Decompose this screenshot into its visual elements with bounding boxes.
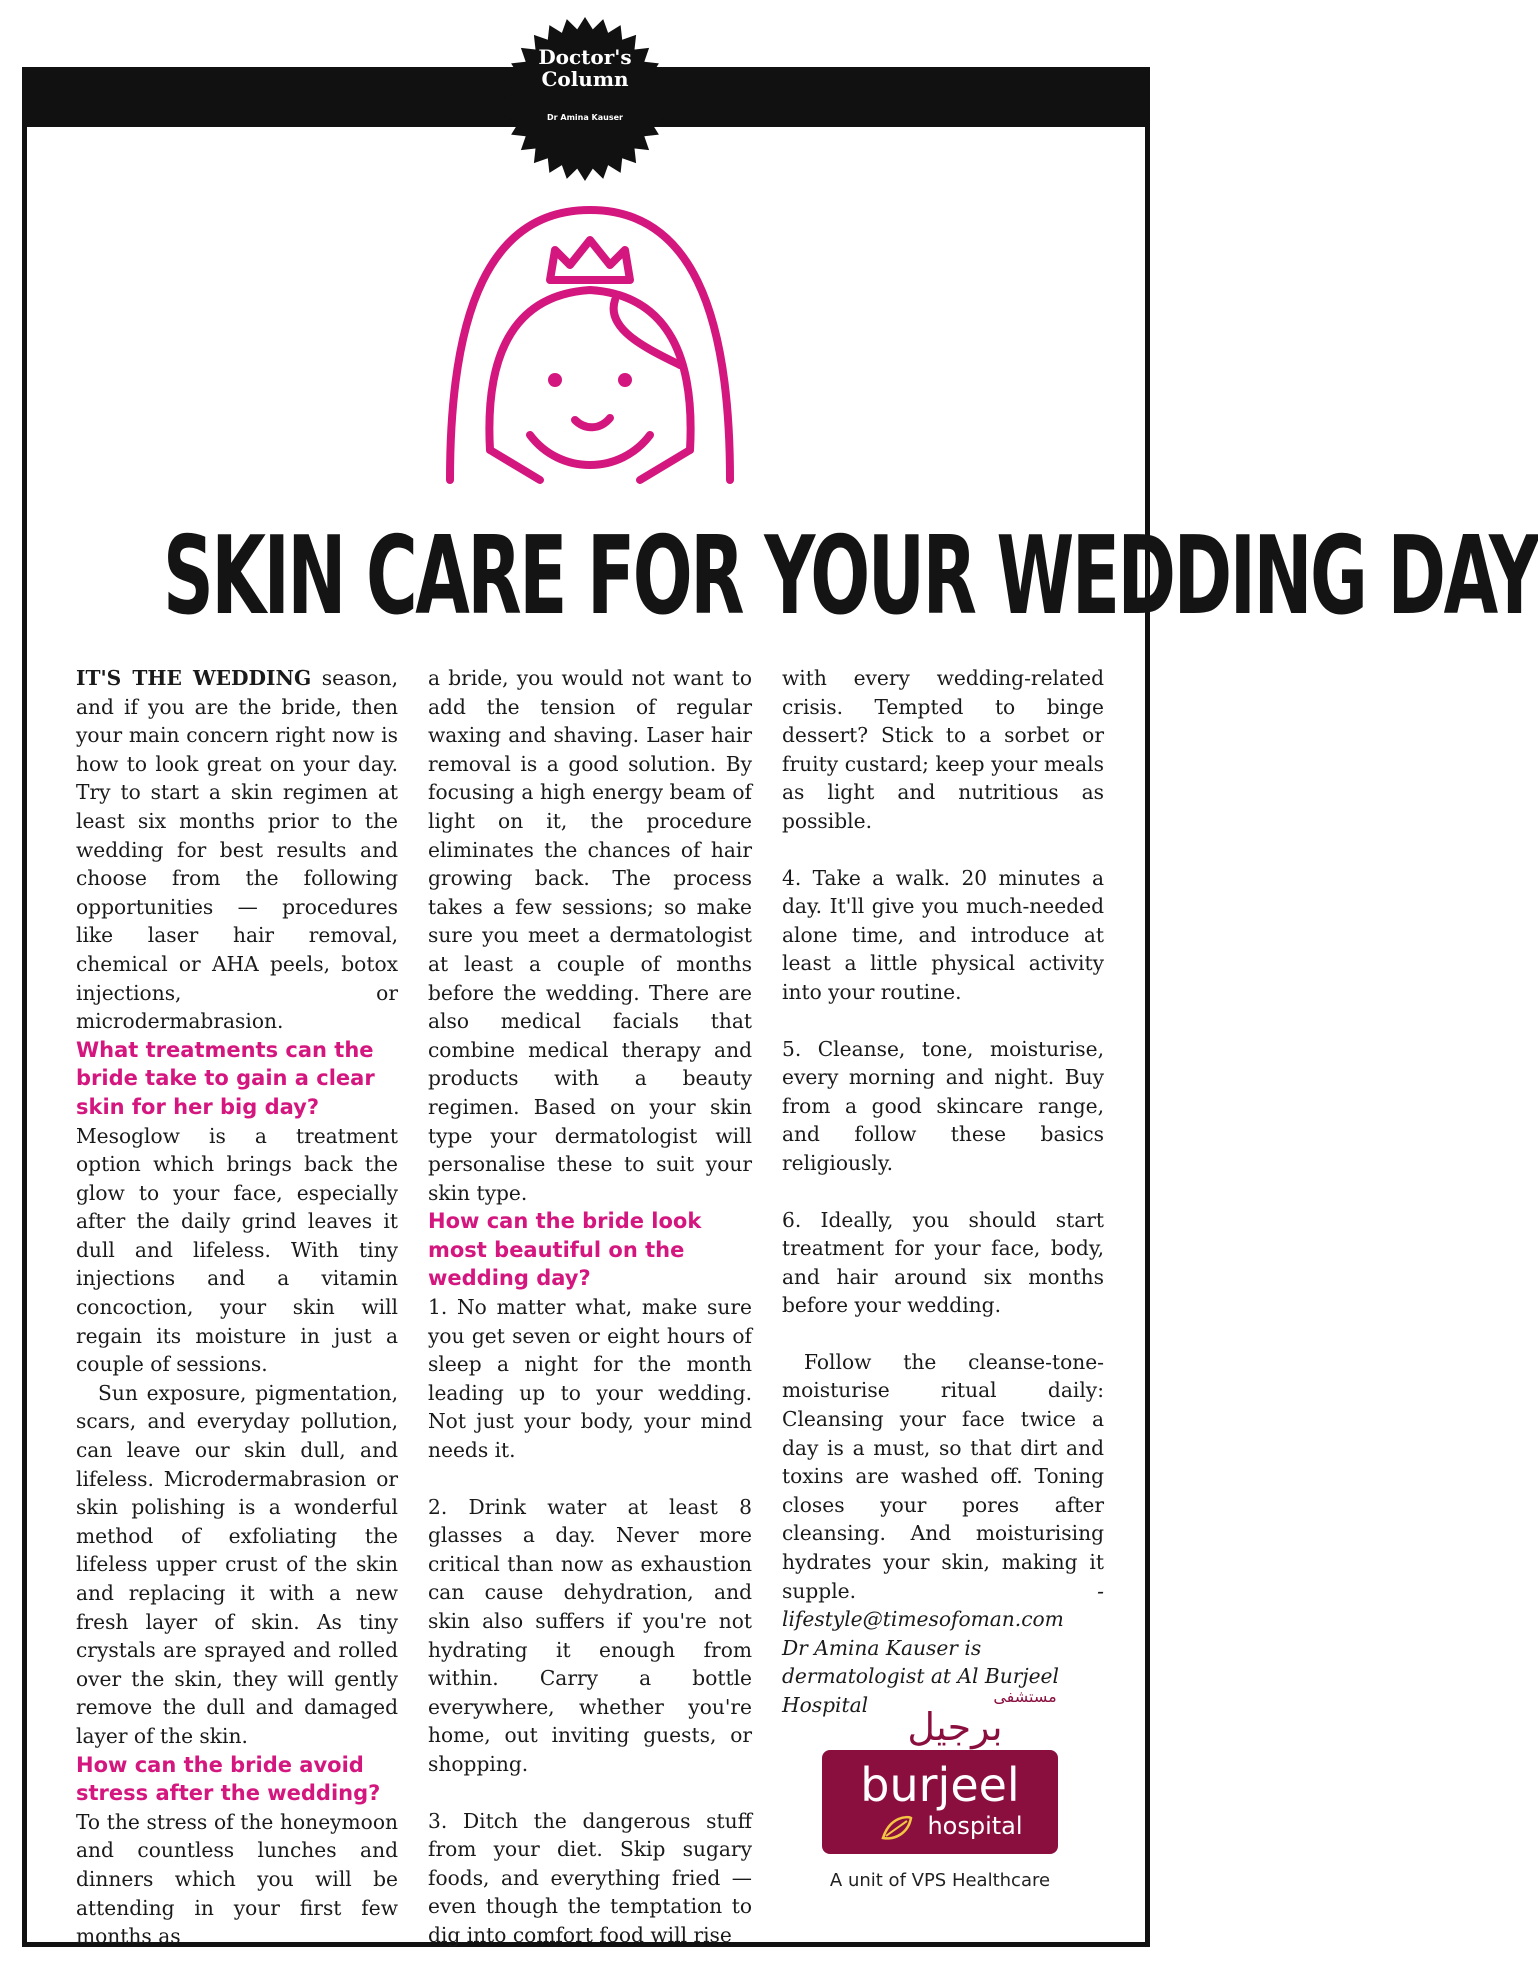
paragraph-laser: a bride, you would not want to add the tension of regular waxing and shaving. Laser hair removal is a good solution. By focusing a high energy beam of light on it, the procedure eliminates the chances of hair growing back. The process takes a few sessions; so make sure you meet a dermatologist at least a couple of months before the wedding. There are also medical facials that combine medical therapy and products with a beauty regimen. Based on your skin type your dermatologist will personalise these to suit your skin type.: [428, 666, 752, 1205]
badge-author: Dr Amina Kauser: [547, 113, 623, 122]
tip-5: 5. Cleanse, tone, moisturise, every morning and night. Buy from a good skincare range, and follow these basics religiously.: [782, 1036, 1104, 1175]
tip-3: 3. Ditch the dangerous stuff from your diet. Skip sugary foods, and everything fried — even though the temptation to dig into comfort food will rise: [428, 1808, 752, 1947]
badge-title: [500, 46, 670, 90]
tip-2: 2. Drink water at least 8 glasses a day. Never more critical than now as exhaustion can cause dehydration, and skin also suffers if you're not hydrating it enough from within. Carry a bottle everywhere, whether you're home, out inviting guests, or shopping.: [428, 1494, 752, 1776]
burjeel-arabic-logo: [840, 1680, 1070, 1750]
arabic-large-text: برجيل: [907, 1705, 1003, 1749]
badge-title-line2: Column: [541, 67, 629, 91]
logo-name: burjeel: [860, 1758, 1020, 1812]
intro-text: season, and if you are the bride, then your main concern right now is how to look great on your day. Try to start a skin regimen at least six months prior to the wedding for best results and choose from the following opportunities — procedures like laser hair removal, chemical or AHA peels, botox injections, or microdermabrasion.: [76, 666, 398, 1034]
bride-icon: [430, 190, 750, 490]
contact-email: -lifestyle@timesofoman.com: [782, 1578, 1104, 1632]
doctors-column-badge: [500, 14, 670, 184]
paragraph-mesoglow: Mesoglow is a treatment option which brings back the glow to your face, especially after the daily grind leaves it dull and lifeless. With tiny injections and a vitamin concoction, your skin will regain its moisture in just a couple of sessions.: [76, 1123, 398, 1377]
closing-text: Follow the cleanse-tone-moisturise ritual daily: Cleansing your face twice a day is a must, so that dirt and toxins are washed off. Toning closes your pores after cleansing. And moisturising hydrates your skin, making it supple.: [782, 1349, 1104, 1603]
logo-tagline: A unit of VPS Healthcare: [829, 1870, 1051, 1891]
article-column-1: [76, 664, 398, 1951]
article-column-3: [782, 664, 1104, 1720]
paragraph-microdermabrasion: Sun exposure, pigmentation, scars, and everyday pollution, can leave our skin dull, and lifeless. Microdermabrasion or skin polishing is a wonderful method of exfoliating the lifeless upper crust of the skin and replacing it with a new fresh layer of skin. As tiny crystals are sprayed and rolled over the skin, they will gently remove the dull and damaged layer of the skin.: [76, 1380, 398, 1748]
lead-in: IT'S THE WEDDING: [76, 666, 312, 690]
badge-title-line1: Doctor's: [538, 45, 632, 69]
paragraph-stress: To the stress of the honeymoon and countless lunches and dinners which you will be attending in your first few months as: [76, 1809, 398, 1949]
paragraph-crisis: with every wedding-related crisis. Tempted to binge dessert? Stick to a sorbet or fruity custard; keep your meals as light and nutritious as possible.: [782, 666, 1104, 833]
tip-6: 6. Ideally, you should start treatment for your face, body, and hair around six months before your wedding.: [782, 1207, 1104, 1318]
article-column-2: [428, 664, 752, 1950]
logo-subtitle: hospital: [927, 1812, 1023, 1840]
question-stress: How can the bride avoid stress after the wedding?: [76, 1752, 381, 1806]
closing-paragraph: [782, 1348, 1104, 1634]
tip-4: 4. Take a walk. 20 minutes a day. It'll give you much-needed alone time, and introduce at least a little physical activity into your routine.: [782, 865, 1104, 1004]
tip-1: 1. No matter what, make sure you get seven or eight hours of sleep a night for the month leading up to your wedding. Not just your body, your mind needs it.: [428, 1295, 752, 1463]
question-treatments: What treatments can the bride take to gain a clear skin for her big day?: [76, 1037, 375, 1119]
headline: SKIN CARE FOR YOUR WEDDING DAY: [163, 514, 1538, 640]
arabic-small-text: مستشفى: [993, 1687, 1057, 1706]
question-beautiful: How can the bride look most beautiful on the wedding day?: [428, 1209, 702, 1291]
author-bio: Dr Amina Kauser is dermatologist at Al Burjeel Hospital: [782, 1635, 1059, 1717]
intro-paragraph: [76, 664, 398, 1036]
